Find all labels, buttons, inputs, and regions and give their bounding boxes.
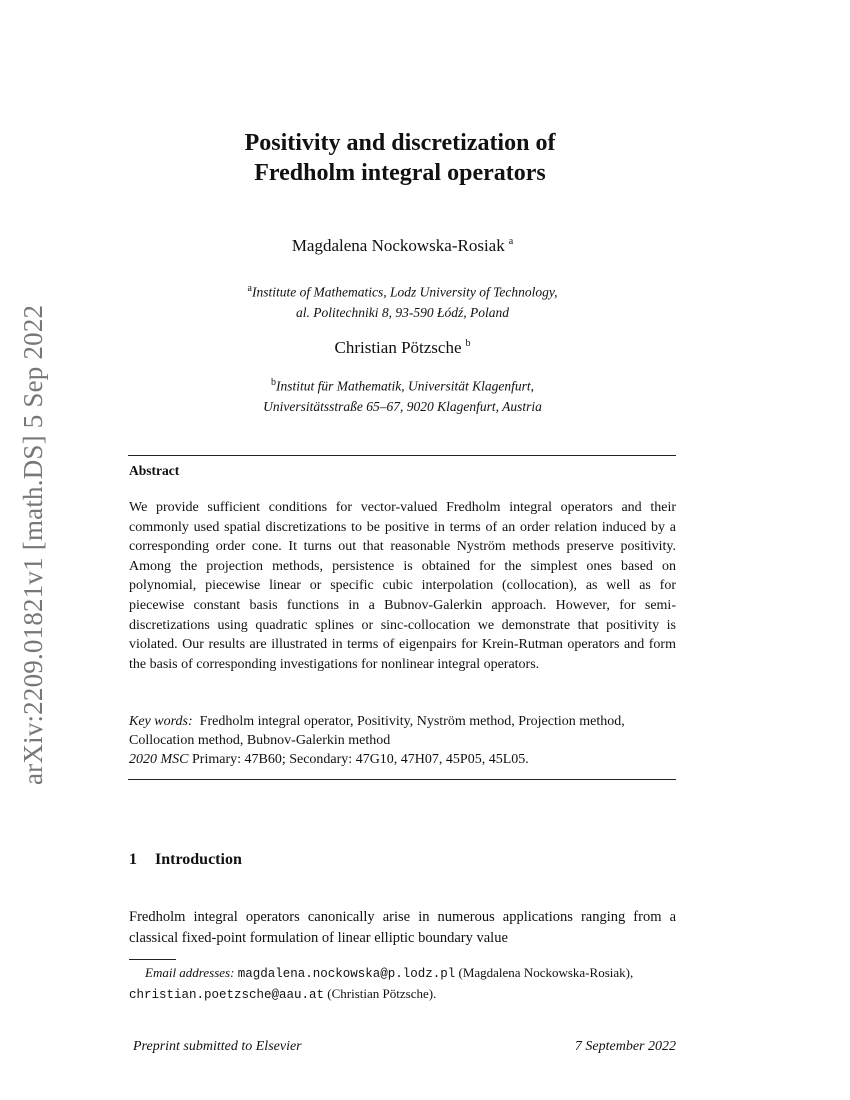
keywords-label: Key words: [129,714,193,729]
intro-text: Fredholm integral operators canonically arise in numerous applications ranging from a classical fixed-point formulation of linear elliptic boundary value [129,909,676,946]
abstract-heading: Abstract [129,463,180,478]
affiliation-1-line-1: Institute of Mathematics, Lodz University of Technology, [251,284,558,300]
author-2 [0,338,805,358]
keywords-text: Fredholm integral operator, Positivity, Nyström method, Projection method, Collocation method, Bubnov-Galerkin method [129,714,625,748]
author-2-name: Christian Pötzsche [334,338,462,357]
affiliation-1-mark: a [247,283,252,294]
msc-label: 2020 MSC [129,752,189,767]
author-1-mark: a [508,236,514,248]
author-1 [0,236,805,256]
email-2-owner: (Christian Pötzsche). [327,986,437,1001]
affiliation-2-mark: b [271,377,276,388]
section-number: 1 [129,851,137,868]
msc-text: Primary: 47B60; Secondary: 47G10, 47H07, 45P05, 45L05. [192,752,529,767]
title-line-2: Fredholm integral operators [254,160,546,186]
footnote [129,963,676,1005]
email-1: magdalena.nockowska@p.lodz.pl [237,967,456,981]
affiliation-2-line-2: Universitätsstraße 65–67, 9020 Klagenfurt, Austria [263,398,542,414]
affiliation-1 [0,279,805,323]
abstract-text: We provide sufficient conditions for vector-valued Fredholm integral operators and their commonly used spatial discretizations to be positive in terms of an order relation induced by a corresponding order cone. It turns out that reasonable Nyström methods preserve positivity. Among the projection methods, persistence is obtained for the simplest ones based on polynomial, piecewise linear or specific cubic interpolation (collocation), as well as for piecewise constant basis functions in a Bubnov-Galerkin approach. However, for semi-discretizations using quadratic splines or sinc-collocation we demonstrate that positivity is violated. Our results are illustrated in terms of eigenpairs for Krein-Rutman operators and form the basis of corresponding investigations for nonlinear integral operators. [129,500,676,672]
paper-title [0,128,800,188]
title-line-1: Positivity and discretization of [244,130,556,156]
keywords [129,712,676,769]
footnote-label: Email addresses: [145,965,235,980]
footer-date: 7 September 2022 [574,1039,676,1054]
affiliation-1-line-2: al. Politechniki 8, 93-590 Łódź, Poland [296,304,509,320]
email-1-owner: (Magdalena Nockowska-Rosiak), [458,965,634,980]
affiliation-2-line-1: Institut für Mathematik, Universität Klagenfurt, [276,378,534,394]
abstract-bottom-rule [128,779,676,780]
arxiv-stamp: arXiv:2209.01821v1 [math.DS] 5 Sep 2022 [18,304,48,785]
abstract-top-rule [128,455,676,456]
section-heading [129,851,242,869]
email-2: christian.poetzsche@aau.at [129,988,325,1002]
section-title: Introduction [155,851,242,868]
author-2-mark: b [465,338,471,350]
footnote-rule [129,959,176,960]
footer-preprint: Preprint submitted to Elsevier [133,1039,302,1054]
author-1-name: Magdalena Nockowska-Rosiak [291,236,505,255]
affiliation-2 [0,373,805,417]
